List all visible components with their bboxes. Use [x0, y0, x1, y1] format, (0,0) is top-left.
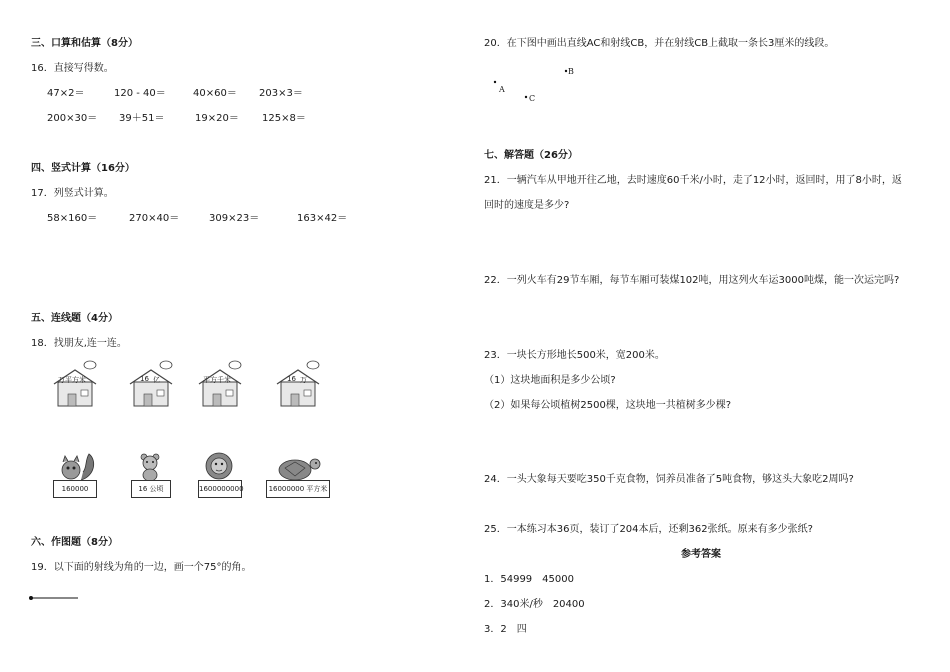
answer-line: 3．2 四 — [484, 624, 527, 635]
q17-item: 309×23＝ — [209, 213, 260, 224]
house-digits: 16 — [287, 375, 296, 383]
house-3 — [197, 360, 243, 408]
animal-label: 1600000000 — [198, 480, 242, 498]
q16-item: 39＋51＝ — [119, 113, 165, 124]
house-4 — [275, 360, 321, 408]
section-3-heading: 三、口算和估算（8分） — [31, 38, 138, 49]
question-16: 16．直接写得数。 — [31, 63, 114, 74]
house-label: 万平方米 — [58, 376, 86, 384]
q16-item: 40×60＝ — [193, 88, 237, 99]
squirrel-icon — [51, 450, 99, 482]
answer-line: 1．54999 45000 — [484, 574, 574, 585]
section-6-heading: 六、作图题（8分） — [31, 537, 118, 548]
q16-item: 200×30＝ — [47, 113, 98, 124]
question-17: 17．列竖式计算。 — [31, 188, 114, 199]
q16-item: 203×3＝ — [259, 88, 303, 99]
q17-item: 270×40＝ — [129, 213, 180, 224]
bear-icon — [129, 450, 171, 482]
animal-label: 160000 — [53, 480, 97, 498]
answer-key-title: 参考答案 — [681, 549, 721, 560]
q16-item: 125×8＝ — [262, 113, 306, 124]
lion-card — [196, 450, 242, 498]
house-icon — [275, 360, 321, 408]
section-5-heading: 五、连线题（4分） — [31, 313, 118, 324]
house-label: 平方千米 — [203, 376, 231, 384]
house-label: 亿 — [153, 376, 160, 384]
point-a-label: A — [499, 85, 505, 94]
question-23-part2: （2）如果每公顷植树2500棵，这块地一共植树多少棵? — [484, 400, 732, 411]
question-19: 19．以下面的射线为角的一边，画一个75°的角。 — [31, 562, 252, 573]
question-22: 22．一列火车有29节车厢，每节车厢可装煤102吨，用这列火车运3000吨煤，能一次运完吗? — [484, 275, 900, 286]
q17-item: 58×160＝ — [47, 213, 98, 224]
answer-line: 2．340米/秒 20400 — [484, 599, 585, 610]
house-2 — [128, 360, 174, 408]
house-1 — [52, 360, 98, 408]
q17-item: 163×42＝ — [297, 213, 348, 224]
lion-icon — [196, 450, 242, 482]
question-23: 23．一块长方形地长500米，宽200米。 — [484, 350, 665, 361]
squirrel-card — [51, 450, 99, 498]
animal-label: 16000000 平方米 — [266, 480, 330, 498]
question-23-part1: （1）这块地面积是多少公顷? — [484, 375, 616, 386]
turtle-icon — [265, 450, 331, 482]
question-20: 20．在下图中画出直线AC和射线CB，并在射线CB上截取一条长3厘米的线段。 — [484, 38, 835, 49]
question-21-line2: 回时的速度是多少? — [484, 200, 570, 211]
bear-card — [129, 450, 171, 498]
point-c-label: C — [529, 94, 536, 103]
animal-label: 16 公顷 — [131, 480, 171, 498]
house-label: 万 — [300, 376, 307, 384]
q16-item: 19×20＝ — [195, 113, 239, 124]
section-7-heading: 七、解答题（26分） — [484, 150, 578, 161]
section-4-heading: 四、竖式计算（16分） — [31, 163, 135, 174]
question-21-line1: 21．一辆汽车从甲地开往乙地，去时速度60千米/小时，走了12小时，返回时，用了8小时，返 — [484, 175, 902, 186]
q16-item: 47×2＝ — [47, 88, 85, 99]
turtle-card — [265, 450, 331, 498]
point-b-label: B — [568, 67, 574, 76]
q16-item: 120 - 40＝ — [114, 88, 166, 99]
ray-figure — [28, 594, 80, 602]
question-24: 24．一头大象每天要吃350千克食物，饲养员准备了5吨食物，够这头大象吃2周吗? — [484, 474, 854, 485]
question-25: 25．一本练习本36页，装订了204本后，还剩362张纸。原来有多少张纸? — [484, 524, 813, 535]
house-icon — [128, 360, 174, 408]
house-digits: 16 — [140, 375, 149, 383]
question-18: 18．找朋友,连一连。 — [31, 338, 127, 349]
